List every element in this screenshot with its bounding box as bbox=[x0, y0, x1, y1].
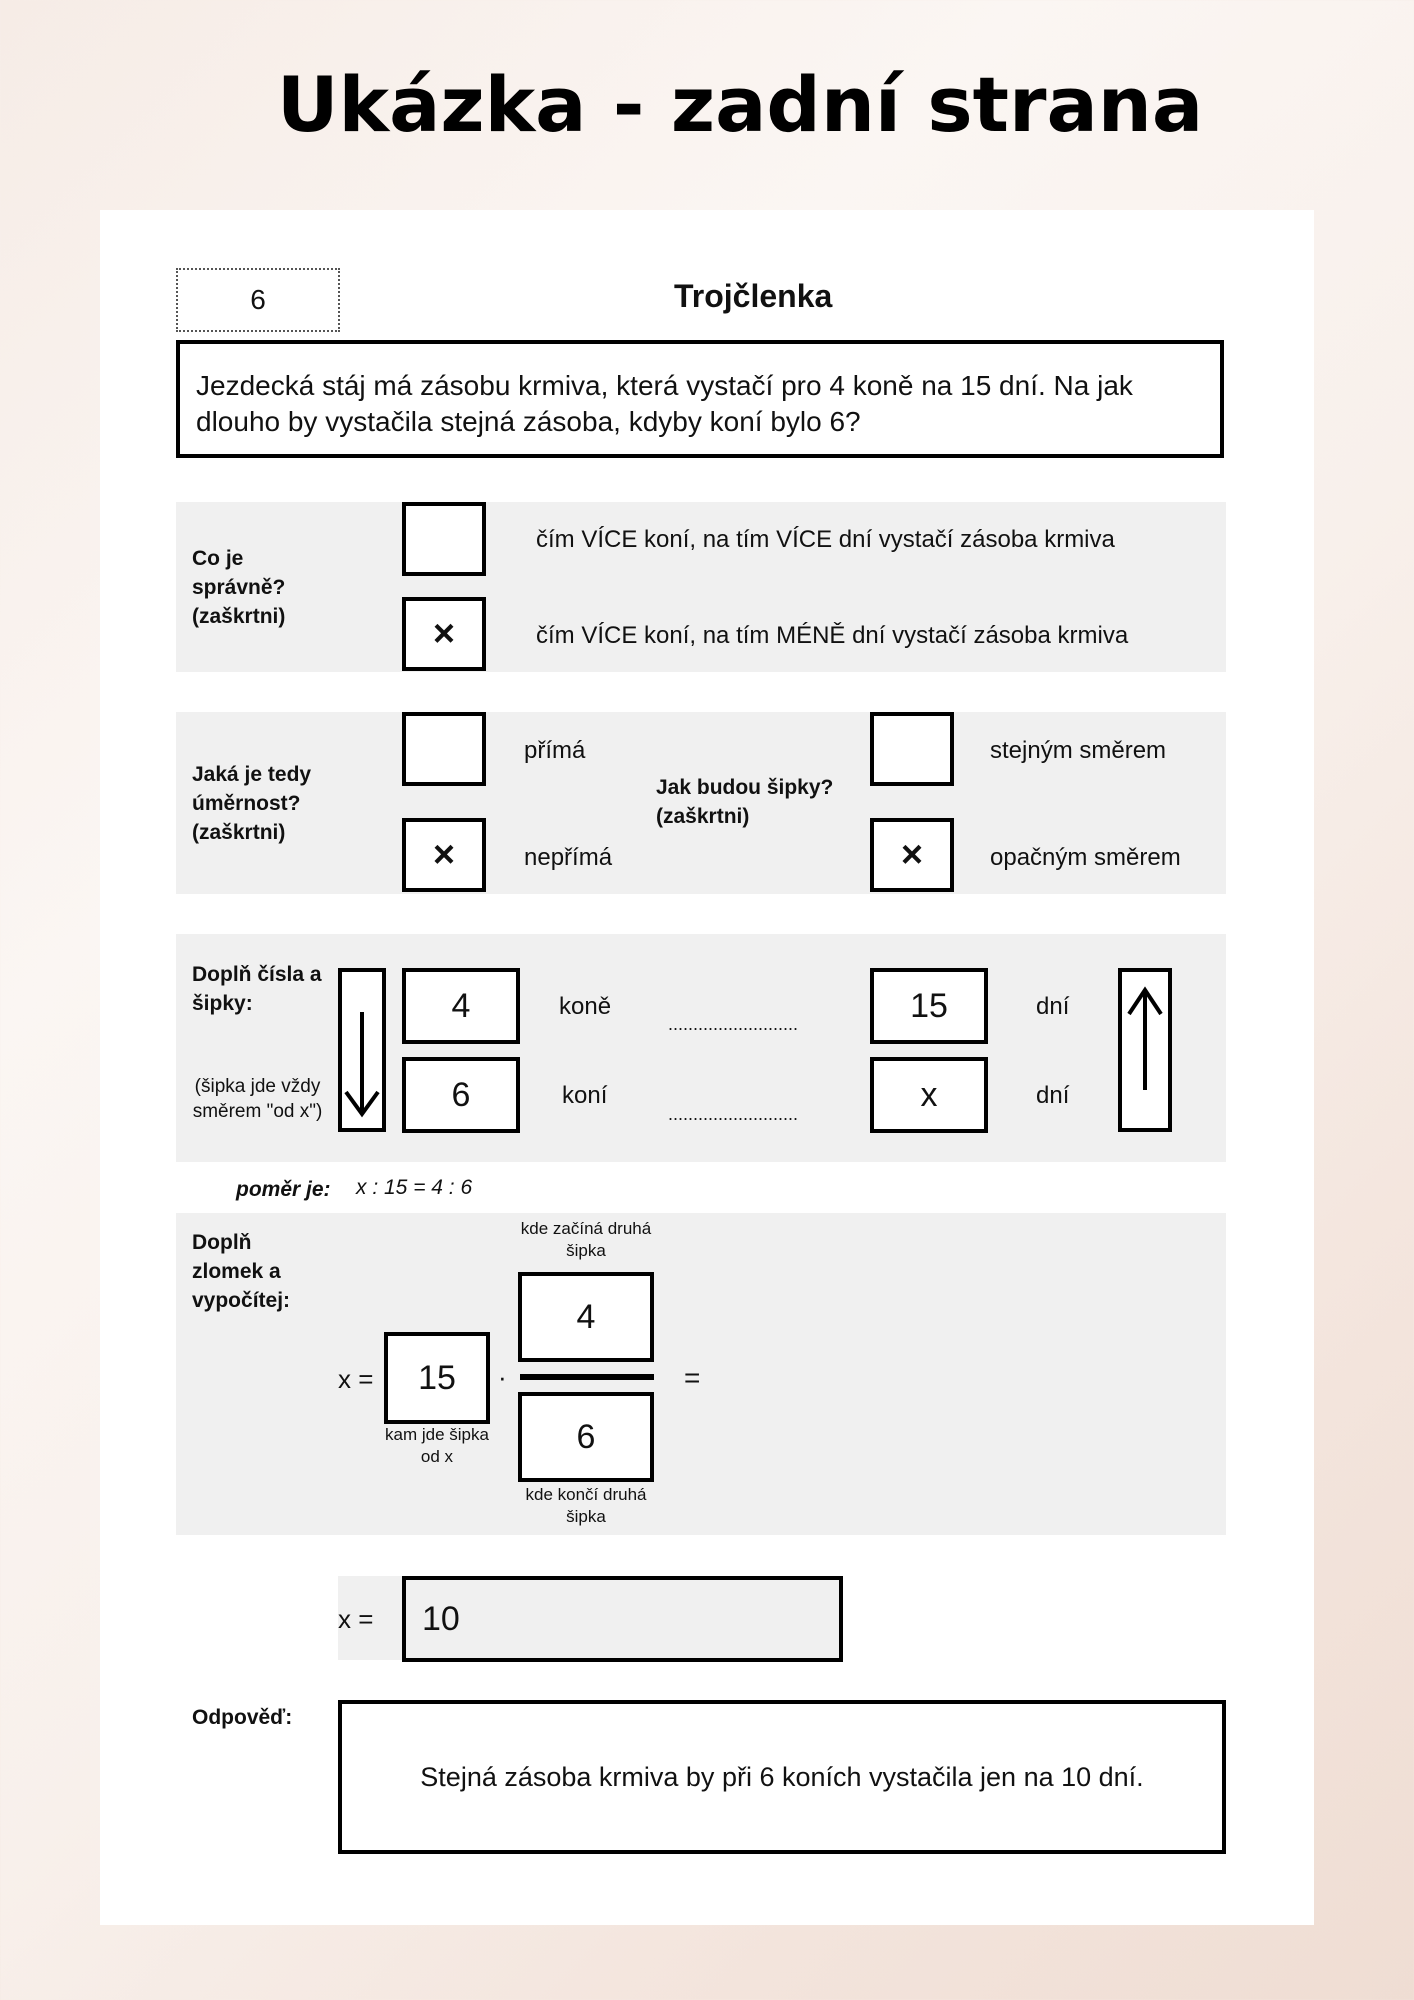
task-heading: Trojčlenka bbox=[674, 278, 833, 314]
checkbox-more-less[interactable]: × bbox=[402, 597, 486, 671]
unit-days-1: dní bbox=[1036, 993, 1070, 1020]
hint-bottom: kde končí druhá šipka bbox=[525, 1485, 647, 1526]
answer-text: Stejná zásoba krmiva by při 6 koních vystačila jen na 10 dní. bbox=[420, 1762, 1144, 1792]
answer-label: Odpověď: bbox=[192, 1706, 293, 1729]
factor-box[interactable]: 15 bbox=[384, 1332, 490, 1424]
fill-label: Doplň čísla a šipky: bbox=[192, 963, 322, 1015]
question-2-label: Jaká je tedy úměrnost? (zaškrtni) bbox=[192, 763, 312, 844]
right-arrow-box bbox=[1118, 968, 1172, 1132]
horses-initial-box[interactable]: 4 bbox=[402, 968, 520, 1044]
arrow-up-icon bbox=[1122, 972, 1168, 1128]
option-more-less: čím VÍCE koní, na tím MÉNĚ dní vystačí zásoba krmiva bbox=[536, 622, 1129, 649]
problem-text: Jezdecká stáj má zásobu krmiva, která vystačí pro 4 koně na 15 dní. Na jak dlouho by vystačila stejná zásoba, kdyby koní bylo 6? bbox=[196, 370, 1133, 437]
result-value: 10 bbox=[422, 1600, 460, 1638]
denominator-box[interactable]: 6 bbox=[518, 1392, 654, 1482]
result-box[interactable] bbox=[402, 1576, 843, 1662]
answer-box[interactable] bbox=[338, 1700, 1226, 1854]
hint-factor: kam jde šipka od x bbox=[385, 1425, 489, 1466]
option-direct: přímá bbox=[524, 737, 586, 764]
numerator-box[interactable]: 4 bbox=[518, 1272, 654, 1362]
dots-2: .......................... bbox=[668, 1104, 799, 1124]
unit-horses-1: koně bbox=[559, 993, 612, 1020]
days-initial-box[interactable]: 15 bbox=[870, 968, 988, 1044]
dots-1: .......................... bbox=[668, 1014, 799, 1034]
multiply-dot: · bbox=[498, 1362, 507, 1392]
checkbox-opposite-direction[interactable]: × bbox=[870, 818, 954, 892]
task-number-box: 6 bbox=[176, 268, 340, 332]
unit-days-2: dní bbox=[1036, 1082, 1070, 1109]
left-arrow-box bbox=[338, 968, 386, 1132]
fraction-bar bbox=[520, 1374, 654, 1380]
arrow-down-icon bbox=[342, 972, 382, 1128]
option-same-direction: stejným směrem bbox=[990, 737, 1167, 764]
fill-note: (šipka jde vždy směrem "od x") bbox=[192, 1076, 323, 1122]
checkbox-more-more[interactable] bbox=[402, 502, 486, 576]
days-unknown-box[interactable]: x bbox=[870, 1057, 988, 1133]
checkbox-inverse[interactable]: × bbox=[402, 818, 486, 892]
fraction-label: Doplň zlomek a vypočítej: bbox=[192, 1231, 291, 1312]
problem-box bbox=[176, 340, 1224, 458]
fill-panel bbox=[176, 934, 1226, 1162]
unit-horses-2: koní bbox=[562, 1082, 608, 1109]
question-1-label: Co je správně? (zaškrtni) bbox=[192, 547, 286, 628]
hint-top: kde začíná druhá šipka bbox=[520, 1219, 652, 1260]
option-inverse: nepřímá bbox=[524, 844, 613, 871]
equals-sign: = bbox=[684, 1362, 701, 1393]
ratio-label: poměr je: bbox=[236, 1178, 331, 1201]
fraction-panel bbox=[176, 1213, 1226, 1535]
checkbox-same-direction[interactable] bbox=[870, 712, 954, 786]
page-title: Ukázka - zadní strana bbox=[276, 60, 1204, 149]
checkbox-direct[interactable] bbox=[402, 712, 486, 786]
option-opposite-direction: opačným směrem bbox=[990, 844, 1181, 871]
fraction-x-eq: x = bbox=[338, 1364, 374, 1394]
result-x-eq: x = bbox=[338, 1604, 374, 1634]
horses-new-box[interactable]: 6 bbox=[402, 1057, 520, 1133]
question-3-label: Jak budou šipky? (zaškrtni) bbox=[656, 776, 834, 828]
option-more-more: čím VÍCE koní, na tím VÍCE dní vystačí zásoba krmiva bbox=[536, 526, 1115, 553]
ratio-value: x : 15 = 4 : 6 bbox=[356, 1176, 473, 1199]
